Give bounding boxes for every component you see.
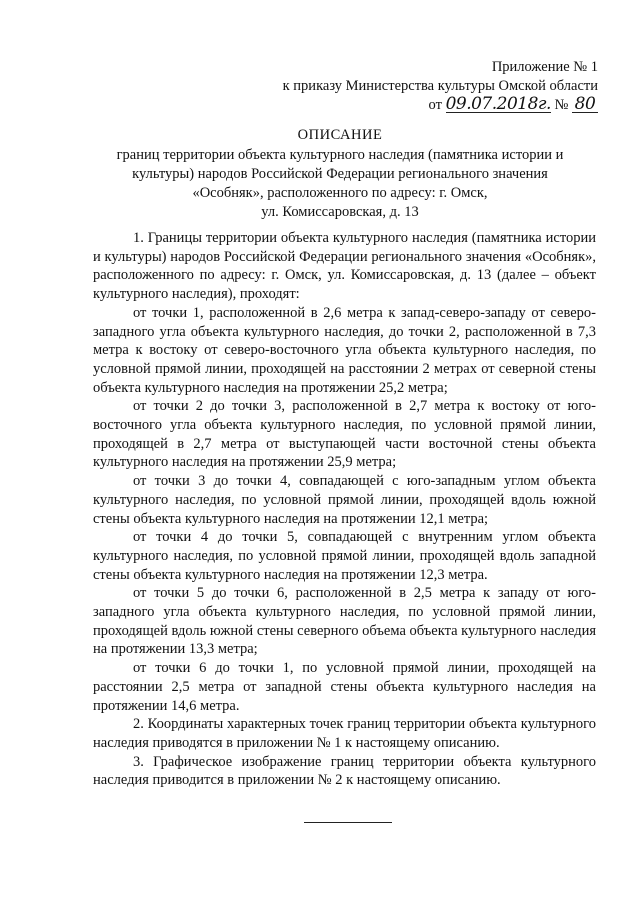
title-line-1: границ территории объекта культурного наследия (памятника истории и <box>116 147 564 163</box>
document-body <box>93 229 596 790</box>
title-line-3: «Особняк», расположенного по адресу: г. Омск, <box>192 185 488 201</box>
paragraph-2: 2. Координаты характерных точек границ территории объекта культурного наследия приводятся в приложении № 1 к настоящему описанию. <box>93 716 596 751</box>
handwritten-date: 09.07.2018г. <box>445 94 551 114</box>
paragraph-segment-3-4: от точки 3 до точки 4, совпадающей с юго-западным углом объекта культурного наследия, по условной прямой линии, проходящей вдоль южной стены объекта культурного наследия на протяжении 12,1 метра; <box>93 473 596 527</box>
handwritten-number: 80 <box>572 96 598 113</box>
number-label: № <box>554 97 569 113</box>
from-label: от <box>428 97 442 113</box>
appendix-label: Приложение № 1 <box>491 59 598 75</box>
end-divider <box>304 822 392 823</box>
title-line-4: ул. Комиссаровская, д. 13 <box>261 204 419 220</box>
order-date-number-line <box>283 96 598 115</box>
document-title: ОПИСАНИЕ <box>297 127 383 143</box>
title-line-2: культуры) народов Российской Федерации регионального значения <box>132 166 548 182</box>
paragraph-segment-6-1: от точки 6 до точки 1, по условной прямой линии, проходящей на расстоянии 2,5 метра от западной стены объекта культурного наследия на протяжении 14,6 метра. <box>93 660 596 714</box>
paragraph-1: 1. Границы территории объекта культурного наследия (памятника истории и культуры) народов Российской Федерации регионального значения «Особняк», расположенного по адресу: г. Омск, ул. Комиссаровская, д. 13 (далее – объект культурного наследия), проходят: <box>93 230 596 303</box>
paragraph-segment-5-6: от точки 5 до точки 6, расположенной в 2,5 метра к западу от юго-западного угла объекта культурного наследия, по условной прямой линии, проходящей вдоль южной стены северного объема объекта культурного наследия на протяжении 13,3 метра; <box>93 585 596 658</box>
document-header <box>283 58 598 115</box>
paragraph-segment-2-3: от точки 2 до точки 3, расположенной в 2,7 метра к востоку от юго-восточного угла объекта культурного наследия, по условной прямой линии, проходящей в 2,7 метра от выступающей части восточной стены объекта культурного наследия на протяжении 25,9 метра; <box>93 398 596 471</box>
paragraph-segment-4-5: от точки 4 до точки 5, совпадающей с внутренним углом объекта культурного наследия, по условной прямой линии, проходящей вдоль западной стены объекта культурного наследия на протяжении 12,3 метра. <box>93 529 596 583</box>
document-title-block <box>90 126 590 222</box>
paragraph-3: 3. Графическое изображение границ территории объекта культурного наследия приводится в приложении № 2 к настоящему описанию. <box>93 753 596 789</box>
paragraph-segment-1-2: от точки 1, расположенной в 2,6 метра к запад-северо-западу от северо-западного угла объекта культурного наследия, до точки 2, расположенной в 7,3 метра к востоку от северо-восточного угла объекта культурного наследия, по условной прямой линии, проходящей на расстоянии 2 метрах от северной стены объекта культурного наследия на протяжении 25,2 метра; <box>93 304 596 396</box>
order-reference: к приказу Министерства культуры Омской области <box>282 78 598 94</box>
